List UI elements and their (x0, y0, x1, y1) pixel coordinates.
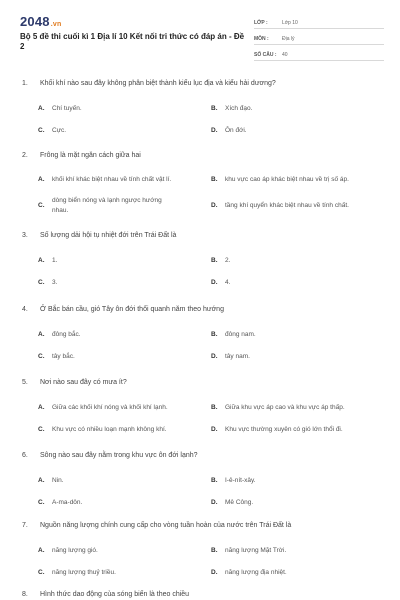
option-c[interactable] (38, 498, 208, 508)
option-text: 3. (52, 279, 58, 286)
question-number: 3. (22, 232, 28, 239)
option-text: khu vực cao áp khác biệt nhau về trị số áp. (225, 176, 349, 183)
option-a[interactable] (38, 546, 208, 556)
logo-suffix: .vn (50, 21, 62, 28)
meta-row-class (254, 14, 384, 29)
option-text: dòng biển nóng và lạnh ngược hướng nhau. (52, 197, 162, 214)
option-text: Giữa khu vực áp cao và khu vực áp thấp. (225, 404, 345, 411)
option-text: Khu vực thường xuyên có gió lớn thổi đi. (225, 426, 343, 433)
option-b[interactable] (211, 546, 381, 556)
option-letter: D. (211, 202, 218, 209)
option-b[interactable] (211, 104, 381, 114)
option-a[interactable] (38, 175, 208, 185)
option-letter: C. (38, 202, 45, 209)
option-letter: B. (211, 331, 218, 338)
option-text: Khu vực có nhiều loạn mạnh không khí. (52, 426, 167, 433)
option-d[interactable] (211, 425, 391, 435)
option-text: tây bắc. (52, 353, 75, 360)
option-letter: A. (38, 477, 45, 484)
meta-value: Địa lý (282, 36, 295, 42)
question-text: Frông là mặt ngăn cách giữa hai (40, 152, 141, 159)
question-number: 6. (22, 452, 28, 459)
option-a[interactable] (38, 476, 208, 486)
meta-row-count (254, 46, 384, 61)
option-text: năng lượng thuỷ triều. (52, 569, 116, 576)
option-d[interactable] (211, 498, 381, 508)
option-b[interactable] (211, 330, 381, 340)
question-number: 2. (22, 152, 28, 159)
option-d[interactable] (211, 201, 381, 211)
question-stem (22, 452, 198, 459)
option-letter: B. (211, 176, 218, 183)
option-letter: D. (211, 279, 218, 286)
option-text: 1. (52, 257, 58, 264)
question-text: Nơi nào sau đây có mưa ít? (40, 379, 127, 386)
site-logo[interactable] (20, 14, 61, 29)
question-stem (22, 152, 141, 159)
meta-value: Lớp 10 (282, 20, 298, 26)
option-a[interactable] (38, 330, 208, 340)
option-text: đông bắc. (52, 331, 81, 338)
question-number: 7. (22, 522, 28, 529)
meta-label: MÔN : (254, 36, 269, 42)
option-letter: B. (211, 404, 218, 411)
option-b[interactable] (211, 256, 381, 266)
option-a[interactable] (38, 256, 208, 266)
option-letter: C. (38, 569, 45, 576)
option-b[interactable] (211, 175, 381, 185)
meta-label: SỐ CÂU : (254, 52, 277, 58)
question-stem (22, 80, 276, 87)
question-text: Khối khí nào sau đây không phân biệt thành kiểu lục địa và kiểu hải dương? (40, 80, 276, 87)
option-c[interactable] (38, 568, 208, 578)
option-text: 2. (225, 257, 231, 264)
option-text: năng lượng Mặt Trời. (225, 547, 287, 554)
option-text: 4. (225, 279, 231, 286)
option-letter: A. (38, 404, 45, 411)
option-text: Cực. (52, 127, 67, 134)
question-number: 5. (22, 379, 28, 386)
option-c[interactable] (38, 126, 208, 136)
question-number: 8. (22, 591, 28, 598)
page-header (0, 0, 400, 70)
question-text: Nguồn năng lượng chính cung cấp cho vòng tuần hoàn của nước trên Trái Đất là (40, 522, 292, 529)
question-stem (22, 379, 127, 386)
logo-main: 2048 (20, 14, 50, 29)
question-text: Hình thức dao động của sóng biển là theo chiều (40, 591, 190, 598)
option-letter: B. (211, 477, 218, 484)
option-text: tầng khí quyển khác biệt nhau về tính chất. (225, 202, 349, 209)
option-letter: B. (211, 257, 218, 264)
option-letter: C. (38, 353, 45, 360)
option-text: Mê Công. (225, 499, 254, 506)
option-letter: D. (211, 499, 218, 506)
option-c[interactable] (38, 352, 208, 362)
question-text: Số lượng dải hội tụ nhiệt đới trên Trái Đất là (40, 232, 177, 239)
option-d[interactable] (211, 568, 381, 578)
option-text: Xích đạo. (225, 105, 253, 112)
option-text: năng lượng gió. (52, 547, 98, 554)
option-text: đông nam. (225, 331, 256, 338)
meta-row-subject (254, 30, 384, 45)
option-text: Ôn đới. (225, 127, 247, 134)
option-letter: C. (38, 279, 45, 286)
option-d[interactable] (211, 126, 381, 136)
option-text: Chí tuyến. (52, 105, 82, 112)
question-stem (22, 522, 291, 529)
option-letter: A. (38, 257, 45, 264)
option-text: Nin. (52, 477, 64, 484)
meta-value: 40 (282, 52, 288, 58)
option-text: A-ma-dôn. (52, 499, 83, 506)
option-text: tây nam. (225, 353, 250, 360)
option-letter: C. (38, 127, 45, 134)
option-letter: D. (211, 127, 218, 134)
option-letter: D. (211, 353, 218, 360)
option-letter: C. (38, 426, 45, 433)
question-stem (22, 591, 189, 598)
option-text: I-ê-nít-xây. (225, 477, 256, 484)
option-c[interactable] (38, 278, 208, 288)
option-text: Giữa các khối khí nóng và khối khí lạnh. (52, 404, 168, 411)
option-letter: C. (38, 499, 45, 506)
option-d[interactable] (211, 352, 381, 362)
option-letter: B. (211, 105, 218, 112)
question-number: 4. (22, 306, 28, 313)
option-letter: A. (38, 176, 45, 183)
meta-label: LỚP : (254, 20, 268, 26)
question-text: Sông nào sau đây nằm trong khu vực ôn đới lạnh? (40, 452, 198, 459)
option-letter: D. (211, 569, 218, 576)
question-number: 1. (22, 80, 28, 87)
option-b[interactable] (211, 403, 391, 413)
option-d[interactable] (211, 278, 381, 288)
option-c[interactable] (38, 196, 168, 216)
option-b[interactable] (211, 476, 381, 486)
exam-meta (254, 14, 384, 62)
option-letter: B. (211, 547, 218, 554)
question-stem (22, 232, 176, 239)
option-text: năng lượng địa nhiệt. (225, 569, 287, 576)
option-text: khối khí khác biệt nhau về tính chất vật lí. (52, 176, 172, 183)
option-a[interactable] (38, 403, 208, 413)
option-letter: A. (38, 105, 45, 112)
option-a[interactable] (38, 104, 208, 114)
option-letter: A. (38, 331, 45, 338)
page-title: Bộ 5 đề thi cuối kì 1 Địa lí 10 Kết nối tri thức có đáp án - Đề 2 (20, 32, 245, 51)
question-stem (22, 306, 224, 313)
option-c[interactable] (38, 425, 208, 435)
option-letter: D. (211, 426, 218, 433)
question-text: Ở Bắc bán cầu, gió Tây ôn đới thổi quanh năm theo hướng (40, 306, 224, 313)
option-letter: A. (38, 547, 45, 554)
